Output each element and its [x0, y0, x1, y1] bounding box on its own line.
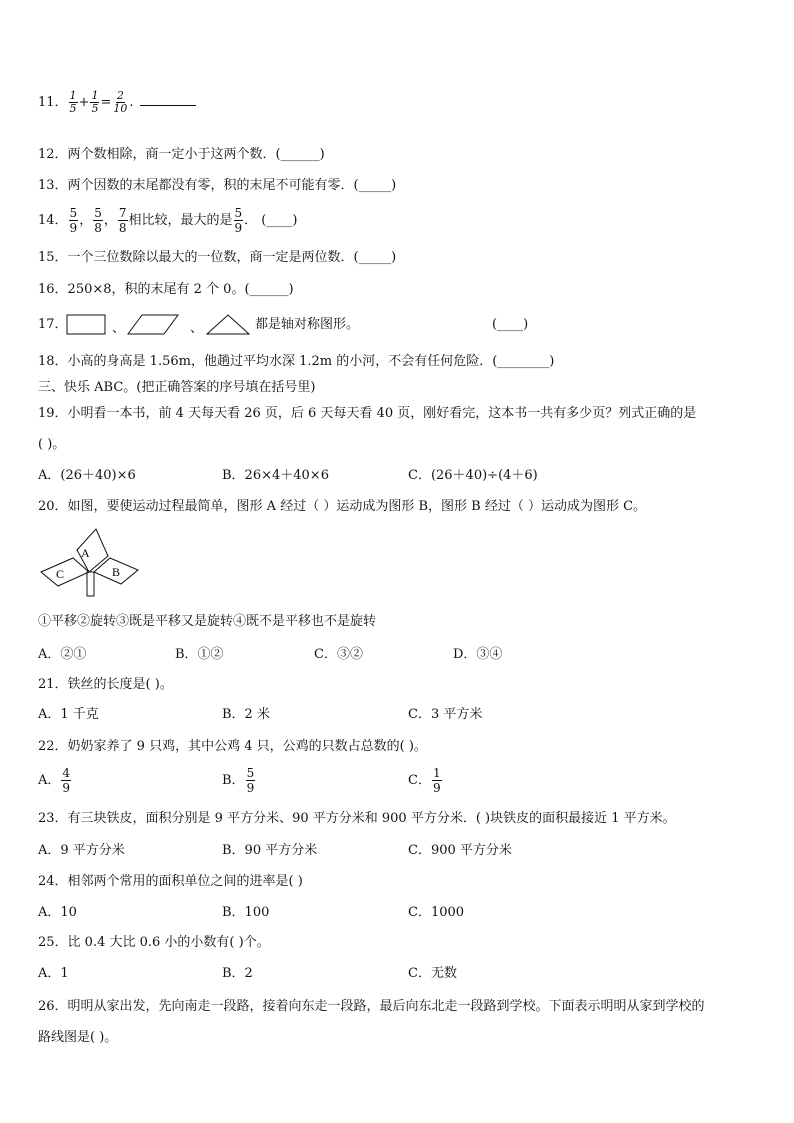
option-a[interactable]: A．1 千克: [38, 707, 99, 722]
question-18: 18．小高的身高是 1.56m，他趟过平均水深 1.2m 的小河，不会有任何危险．(________): [38, 354, 555, 369]
option-c[interactable]: C． $\frac{1}{9}$: [408, 766, 441, 795]
fraction: $\frac{5}{9}$: [246, 766, 255, 795]
label-c: C: [56, 567, 65, 581]
option-a[interactable]: A．(26＋40)×6: [38, 468, 136, 483]
rectangle-shape: [67, 315, 105, 334]
question-19: 19．小明看一本书，前 4 天每天看 26 页，后 6 天每天看 40 页，刚好看完，这本书一共有多少页？列式正确的是: [38, 406, 697, 421]
option-a[interactable]: A． $\frac{4}{9}$: [38, 766, 71, 795]
option-a[interactable]: A．9 平方分米: [38, 843, 125, 858]
option-b[interactable]: B．①②: [175, 647, 224, 662]
option-a[interactable]: A．②①: [38, 647, 87, 662]
fraction: $\frac{1}{5}$: [91, 89, 99, 115]
shapes-figure: [66, 312, 256, 338]
option-a[interactable]: A．10: [38, 905, 77, 920]
question-number: 11．: [38, 95, 68, 110]
triangle-shape: [207, 315, 249, 334]
answer-blank[interactable]: [140, 93, 196, 106]
option-c[interactable]: C．1000: [408, 905, 465, 920]
question-15: 15．一个三位数除以最大的一位数，商一定是两位数．(_____): [38, 250, 397, 265]
label-a: A: [81, 546, 90, 560]
question-21: 21．铁丝的长度是( )。: [38, 677, 173, 692]
question-20: 20．如图，要使运动过程最简单，图形 A 经过（ ）运动成为图形 B，图形 B 经过（ ）运动成为图形 C。: [38, 499, 647, 514]
option-c[interactable]: C．无数: [408, 966, 457, 981]
legend-text: ①平移②旋转③既是平移又是旋转④既不是平移也不是旋转: [38, 614, 377, 629]
stem: [87, 572, 94, 596]
question-13: 13．两个因数的末尾都没有零，积的末尾不可能有零．(_____): [38, 178, 397, 193]
question-26: 26．明明从家出发，先向南走一段路，接着向东走一段路，最后向东北走一段路到学校。下面表示明明从家到学校的: [38, 999, 705, 1014]
option-d[interactable]: D．③④: [453, 647, 503, 662]
rotation-figure: [38, 526, 144, 598]
option-b[interactable]: B． $\frac{5}{9}$: [222, 766, 255, 795]
fraction: $\frac{1}{5}$: [69, 89, 77, 115]
option-b[interactable]: B．2 米: [222, 707, 270, 722]
option-c[interactable]: C．(26＋40)÷(4＋6): [408, 468, 538, 483]
fraction: $\frac{2}{10}$: [113, 89, 128, 115]
question-11: 11． $\frac{1}{5}$ + $\frac{1}{5}$ = $\frac{2}{10}$ .: [38, 90, 196, 115]
fraction: $\frac{1}{9}$: [432, 766, 441, 795]
parallelogram-shape: [128, 315, 178, 334]
option-a[interactable]: A．1: [38, 966, 69, 981]
option-c[interactable]: C．③②: [314, 647, 363, 662]
fraction: $\frac{5}{8}$: [94, 206, 102, 235]
question-23: 23．有三块铁皮，面积分别是 9 平方分米、90 平方分米和 900 平方分米．( )块铁皮的面积最接近 1 平方米。: [38, 811, 676, 826]
label-b: B: [112, 565, 121, 579]
question-22: 22．奶奶家养了 9 只鸡，其中公鸡 4 只，公鸡的只数占总数的( )。: [38, 739, 427, 754]
option-b[interactable]: B．90 平方分米: [222, 843, 318, 858]
option-c[interactable]: C．900 平方分米: [408, 843, 512, 858]
fraction: $\frac{5}{9}$: [69, 206, 78, 235]
question-12: 12．两个数相除，商一定小于这两个数．(______): [38, 147, 325, 162]
question-16: 16．250×8，积的末尾有 2 个 0。(______): [38, 282, 294, 297]
fraction: $\frac{4}{9}$: [62, 766, 71, 795]
option-c[interactable]: C．3 平方米: [408, 707, 483, 722]
shape-c: [41, 558, 89, 586]
option-b[interactable]: B．100: [222, 905, 270, 920]
fraction: $\frac{7}{8}$: [118, 206, 127, 235]
question-24: 24．相邻两个常用的面积单位之间的进率是( ): [38, 874, 303, 889]
option-b[interactable]: B．26×4＋40×6: [222, 468, 329, 483]
question-14: 14． $\frac{5}{9}$ ， $\frac{5}{8}$ ， $\frac{7}{8}$ 相比较，最大的是 $\frac{5}{9}$ ． (____): [38, 206, 298, 235]
fraction: $\frac{5}{9}$: [234, 206, 243, 235]
section-3-heading: 三、快乐 ABC。(把正确答案的序号填在括号里): [38, 380, 316, 395]
question-25: 25．比 0.4 大比 0.6 小的小数有( )个。: [38, 935, 270, 950]
question-17: 17．: [38, 317, 68, 332]
option-b[interactable]: B．2: [222, 966, 253, 981]
